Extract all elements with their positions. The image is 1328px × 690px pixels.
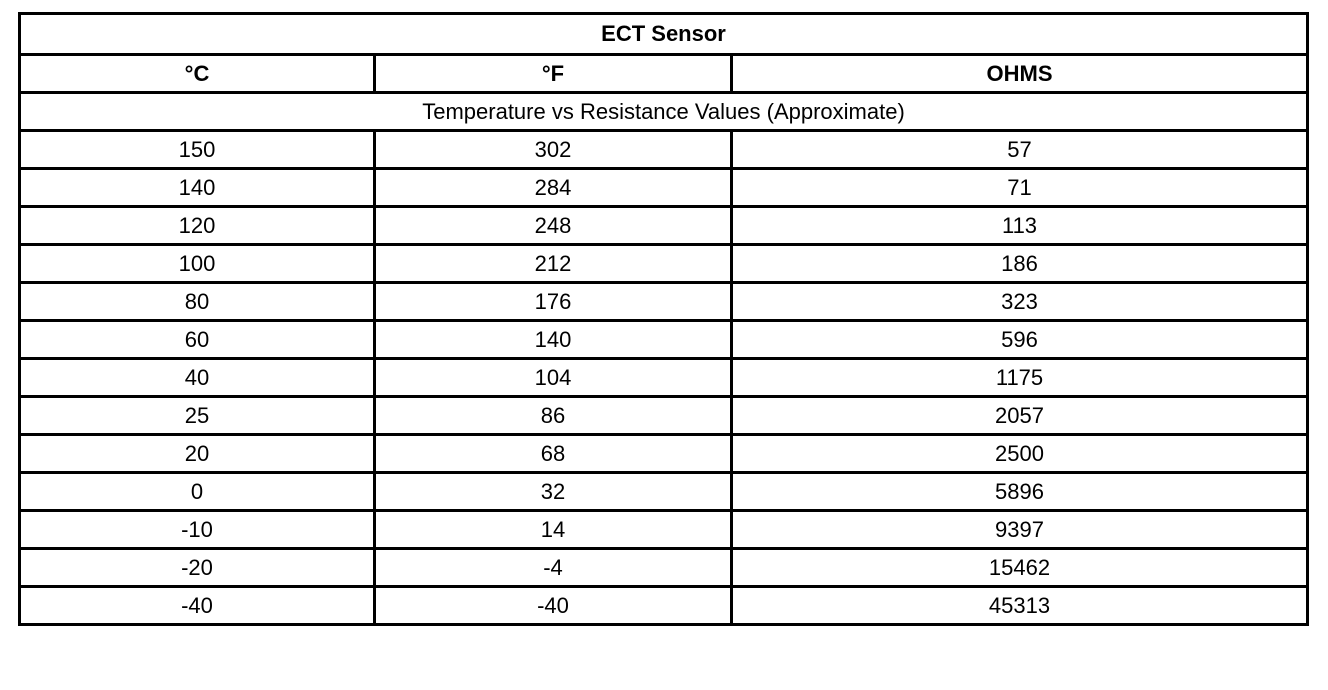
title-row (20, 14, 1308, 55)
table-row (20, 397, 1308, 435)
ohms-cell: 45313 (732, 587, 1308, 625)
header-row (20, 55, 1308, 93)
fahrenheit-cell: -40 (375, 587, 732, 625)
fahrenheit-cell: 140 (375, 321, 732, 359)
fahrenheit-cell: 104 (375, 359, 732, 397)
celsius-cell: 25 (20, 397, 375, 435)
ohms-cell: 186 (732, 245, 1308, 283)
ohms-cell: 1175 (732, 359, 1308, 397)
table-row (20, 511, 1308, 549)
celsius-cell: 80 (20, 283, 375, 321)
table-row (20, 207, 1308, 245)
fahrenheit-cell: 68 (375, 435, 732, 473)
ohms-cell: 9397 (732, 511, 1308, 549)
ohms-cell: 71 (732, 169, 1308, 207)
ohms-cell: 57 (732, 131, 1308, 169)
table-subtitle: Temperature vs Resistance Values (Approximate) (20, 93, 1308, 131)
subtitle-row (20, 93, 1308, 131)
celsius-cell: 60 (20, 321, 375, 359)
table-row (20, 245, 1308, 283)
celsius-cell: 140 (20, 169, 375, 207)
fahrenheit-cell: 248 (375, 207, 732, 245)
ohms-cell: 2057 (732, 397, 1308, 435)
celsius-cell: 0 (20, 473, 375, 511)
table-row (20, 549, 1308, 587)
fahrenheit-cell: 212 (375, 245, 732, 283)
table-row (20, 473, 1308, 511)
celsius-cell: 20 (20, 435, 375, 473)
ohms-cell: 15462 (732, 549, 1308, 587)
celsius-cell: 40 (20, 359, 375, 397)
header-ohms: OHMS (732, 55, 1308, 93)
ohms-cell: 5896 (732, 473, 1308, 511)
table-row (20, 359, 1308, 397)
celsius-cell: 100 (20, 245, 375, 283)
celsius-cell: -10 (20, 511, 375, 549)
fahrenheit-cell: 86 (375, 397, 732, 435)
fahrenheit-cell: -4 (375, 549, 732, 587)
celsius-cell: 120 (20, 207, 375, 245)
ohms-cell: 2500 (732, 435, 1308, 473)
header-fahrenheit: °F (375, 55, 732, 93)
ohms-cell: 323 (732, 283, 1308, 321)
fahrenheit-cell: 176 (375, 283, 732, 321)
fahrenheit-cell: 14 (375, 511, 732, 549)
celsius-cell: 150 (20, 131, 375, 169)
fahrenheit-cell: 284 (375, 169, 732, 207)
table-row (20, 321, 1308, 359)
ohms-cell: 113 (732, 207, 1308, 245)
celsius-cell: -40 (20, 587, 375, 625)
table-row (20, 169, 1308, 207)
ohms-cell: 596 (732, 321, 1308, 359)
header-celsius: °C (20, 55, 375, 93)
table-row (20, 283, 1308, 321)
fahrenheit-cell: 302 (375, 131, 732, 169)
table-title: ECT Sensor (20, 14, 1308, 55)
fahrenheit-cell: 32 (375, 473, 732, 511)
table-row (20, 435, 1308, 473)
table-row (20, 131, 1308, 169)
ect-sensor-table (18, 12, 1309, 626)
table-row (20, 587, 1308, 625)
celsius-cell: -20 (20, 549, 375, 587)
